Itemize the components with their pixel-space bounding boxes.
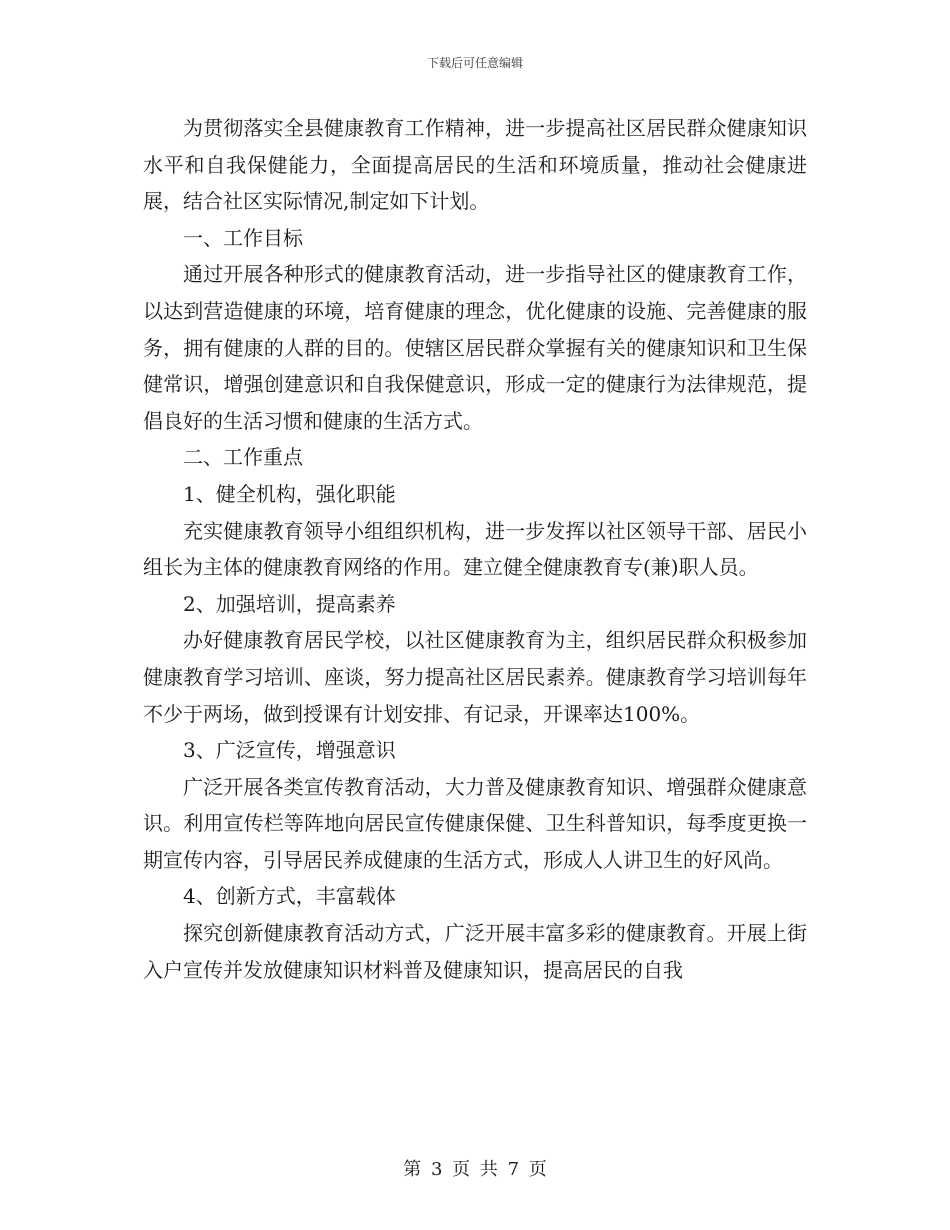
heading-work-goals: 一、工作目标 [183, 225, 303, 250]
subheading-innovation: 4、创新方式，丰富载体 [183, 884, 396, 909]
paragraph-work-goals: 通过开展各种形式的健康教育活动，进一步指导社区的健康教育工作，以达到营造健康的环境，培育健康的理念，优化健康的设施、完善健康的服务，拥有健康的人群的目的。使辖区居民群众掌握有关的健康知识和卫生保健常识，增强创建意识和自我保健意识，形成一定的健康行为法律规范，提倡良好的生活习惯和健康的生活方式。 [143, 262, 807, 433]
heading-work-focus: 二、工作重点 [183, 445, 303, 470]
page-header: 下载后可任意编辑 [426, 56, 523, 70]
page-number: 第 3 页 共 7 页 [403, 1159, 547, 1180]
subheading-organization: 1、健全机构，强化职能 [183, 481, 396, 506]
paragraph-publicity: 广泛开展各类宣传教育活动，大力普及健康教育知识、增强群众健康意识。利用宣传栏等阵地向居民宣传健康保健、卫生科普知识，每季度更换一期宣传内容，引导居民养成健康的生活方式，形成人人讲卫生的好风尚。 [143, 774, 807, 872]
subheading-training: 2、加强培训，提高素养 [183, 591, 396, 616]
paragraph-intro: 为贯彻落实全县健康教育工作精神，进一步提高社区居民群众健康知识水平和自我保健能力，全面提高居民的生活和环境质量，推动社会健康进展，结合社区实际情况,制定如下计划。 [143, 116, 807, 214]
paragraph-innovation: 探究创新健康教育活动方式，广泛开展丰富多彩的健康教育。开展上街入户宣传并发放健康知识材料普及健康知识，提高居民的自我 [143, 921, 807, 982]
subheading-publicity: 3、广泛宣传，增强意识 [183, 738, 396, 763]
paragraph-training: 办好健康教育居民学校，以社区健康教育为主，组织居民群众积极参加健康教育学习培训、座谈，努力提高社区居民素养。健康教育学习培训每年不少于两场，做到授课有计划安排、有记录，开课率达100%。 [143, 628, 807, 726]
paragraph-organization: 充实健康教育领导小组组织机构，进一步发挥以社区领导干部、居民小组长为主体的健康教育网络的作用。建立健全健康教育专(兼)职人员。 [143, 518, 807, 580]
document-body [143, 110, 807, 988]
